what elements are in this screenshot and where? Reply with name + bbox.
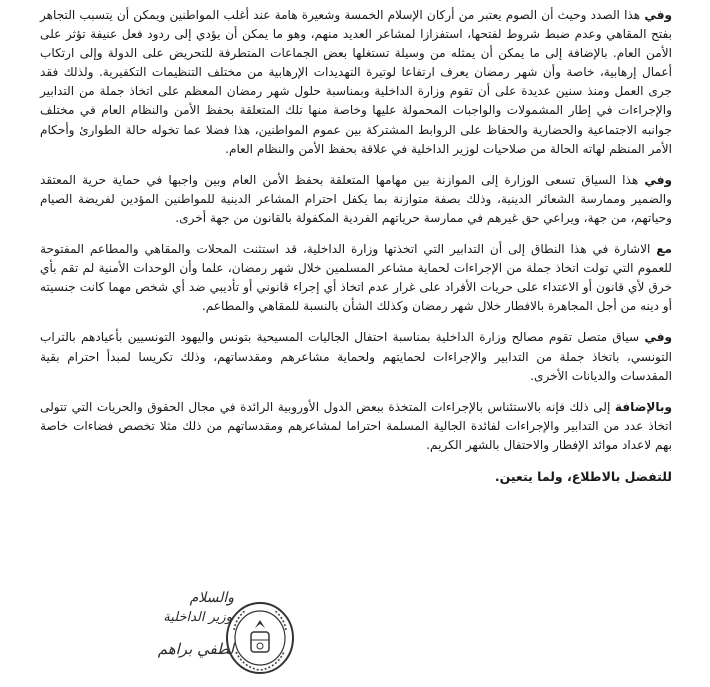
- paragraph-text: الاشارة في هذا النطاق إلى أن التدابير التي اتخذتها وزارة الداخلية، قد استثنت المحلات والمقاهي والمطاعم المفتوحة للعموم التي تولت اتخاذ جملة من الإجراءات لحماية مشاعر المسلمين خلال شهر رمضان، علما وأن الوحدات الأمنية لم تقم بأي خرق لأي قانون أو الاعتداء على حريات الأفراد على غرار عدم اتخاذ أي إجراء قانوني أو تأديبي ضد أي شخص مهما كانت جنسيته أو دينه من أجل المجاهرة بالافطار خلال شهر رمضان وكذلك الشأن بالنسبة للمقاهي والمطاعم.: [40, 242, 672, 314]
- paragraph-lead-word: وبالإضافة: [614, 399, 672, 414]
- body-paragraph: [40, 328, 672, 385]
- paragraph-lead-word: وفي: [644, 330, 672, 345]
- signature-name: لطفي براهم: [157, 640, 234, 658]
- signature-salutation: والسلام: [189, 590, 234, 606]
- official-stamp-icon: [224, 600, 296, 676]
- paragraph-lead-word: وفي: [644, 8, 672, 22]
- body-paragraph: [40, 398, 672, 455]
- signature-title: وزير الداخلية: [163, 610, 232, 625]
- paragraph-text: إلى ذلك فإنه بالاستئناس بالإجراءات المتخذة ببعض الدول الأوروبية الرائدة في مجال الحقوق والحريات التي تتولى اتخاذ عدد من التدابير والإجراءات لفائدة الجالية المسلمة احتراما لمشاعرهم ومقدساتهم من ذلك مثلا تخصص فضاءات خاصة بهم لاعداد موائد الإفطار والاحتفال بالشهر الكريم.: [40, 399, 672, 452]
- body-paragraph: [40, 240, 672, 316]
- paragraph-text: سياق متصل تقوم مصالح وزارة الداخلية بمناسبة احتفال الجاليات المسيحية بتونس واليهود التونسيين بأعيادهم بالتراب التونسي، باتخاذ جملة من التدابير والإجراءات لحمايتهم ولحماية مشاعرهم ومقدساتهم، وذلك تكريسا لمبدأ احترام بقية المقدسات والديانات الأخرى.: [40, 330, 672, 383]
- document-body: [40, 6, 672, 455]
- body-paragraph: [40, 171, 672, 228]
- closing-line: للتفضل بالاطلاع، ولما يتعين.: [494, 468, 672, 484]
- signature-block: [92, 590, 292, 680]
- paragraph-text: هذا الصدد وحيث أن الصوم يعتبر من أركان الإسلام الخمسة وشعيرة هامة عند أغلب المواطنين ويمكن أن يتسبب التجاهر بفتح المقاهي وعدم ضبط شروط لفتحها، استفزازا لمشاعر العديد منهم، وهو ما يمكن أن يؤدي إلى ردود فعل عنيفة تؤثر على الأمن العام. بالإضافة إلى ما يمكن أن يمثله من وسيلة تستغلها بعض الجماعات المتطرفة للتحريض على الدولة وإلى ارتكاب أعمال إرهابية، خاصة وأن شهر رمضان يعرف ارتفاعا لوتيرة التهديدات الإرهابية من مختلف التنظيمات التكفيرية. ولذلك فقد جرى العمل ومنذ سنين عديدة على أن تقوم وزارة الداخلية وبمناسبة حلول شهر رمضان المعظم على اتخاذ جملة من التدابير والإجراءات في إطار المشمولات والواجبات المحمولة عليها وخاصة منها تلك المتعلقة بحفظ الأمن والنظام العام في مختلف جوانبه الاجتماعية والحضارية والحفاظ على الروابط المشتركة بين عموم المواطنين، هذا فضلا عما تخوله حالة الطوارئ وأحكام الأمر المنظم لهاته الحالة من صلاحيات لوزير الداخلية في علاقة بحفظ الأمن والنظام العام.: [40, 8, 672, 156]
- body-paragraph: [40, 6, 672, 159]
- paragraph-text: هذا السياق تسعى الوزارة إلى الموازنة بين مهامها المتعلقة بحفظ الأمن العام وبين واجبها في حماية حرية المعتقد والضمير وممارسة الشعائر الدينية، وذلك بصفة متوازنة بما يكفل احترام المشاعر الدينية للمواطنين المؤدين لفريضة الصيام وحياتهم، من جهة، ويراعي حق غيرهم في ممارسة حرياتهم الفردية المكفولة بالقانون من جهة أخرى.: [40, 172, 672, 225]
- paragraph-lead-word: وفي: [644, 172, 672, 187]
- paragraph-lead-word: مع: [656, 242, 672, 257]
